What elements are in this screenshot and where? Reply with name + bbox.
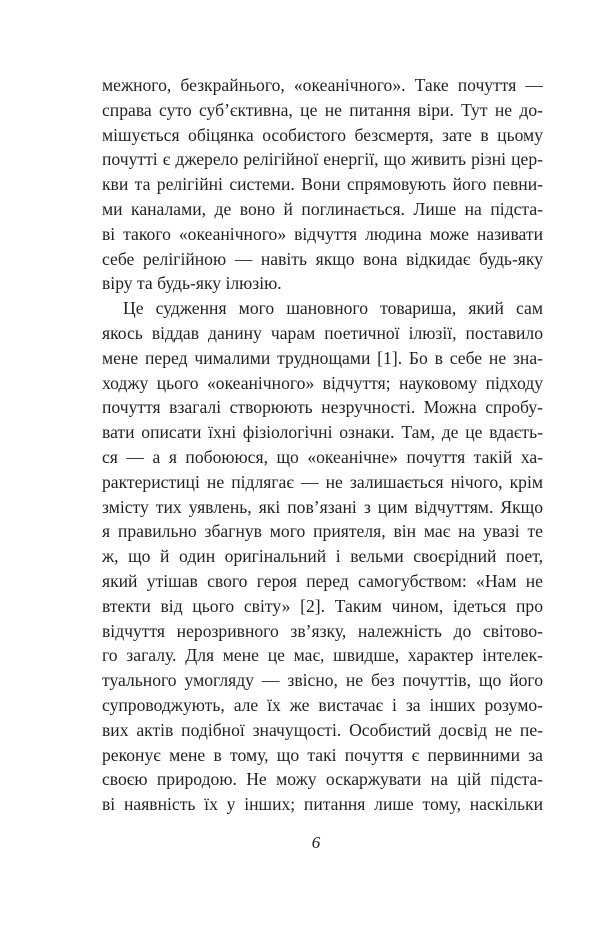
text-line: туального умогляду — звісно, не без почуттів, що його — [102, 670, 543, 691]
text-line: супроводжують, але їх же вистачає і за інших розумо- — [102, 694, 543, 715]
text-line: рактеристиці не підлягає — не залишається нічого, крім — [102, 471, 543, 492]
text-line: вих актів подібної значущості. Особистий досвід не пе- — [102, 719, 543, 740]
text-line: своєю природою. Не можу оскаржувати на цій підста- — [102, 769, 543, 790]
text-line: ми каналами, де воно й поглинається. Лише на підста- — [102, 198, 543, 219]
text-line: змісту тих уявлень, які пов’язані з цим відчуттям. Якщо — [102, 496, 543, 517]
text-line: я правильно збагнув мого приятеля, він має на увазі те — [102, 521, 543, 542]
text-line: справа суто суб’єктивна, це не питання віри. Тут не до- — [102, 99, 543, 120]
text-line: ві такого «океанічного» відчуття людина може називати — [102, 223, 543, 244]
text-line: ж, що й один оригінальний і вельми своєрідний поет, — [102, 546, 543, 567]
text-line: почуття взагалі створюють незручності. Можна спробу- — [102, 397, 543, 418]
text-line: мене перед чималими труднощами [1]. Бо в себе не зна- — [102, 347, 543, 368]
text-line: ві наявність їх у інших; питання лише тому, наскільки — [102, 794, 543, 815]
text-line: себе релігійною — навіть якщо вона відкидає будь-яку — [102, 248, 543, 269]
text-line: реконує мене в тому, що такі почуття є первинними за — [102, 744, 543, 765]
text-line: втекти від цього світу» [2]. Таким чином, ідеться про — [102, 595, 543, 616]
text-line: якось віддав данину чарам поетичної ілюзії, поставило — [102, 322, 543, 343]
paragraph-first-line: Це судження мого шановного товариша, який сам — [123, 298, 543, 319]
text-line: відчуття нерозривного зв’язку, належність до світово- — [102, 620, 543, 641]
text-line: кви та релігійні системи. Вони спрямовують його певни- — [102, 174, 543, 195]
text-line: межного, безкрайнього, «океанічного». Таке почуття — — [102, 75, 543, 95]
text-line: який утішав свого героя перед самогубством: «Нам не — [102, 570, 543, 591]
text-line: вати описати їхні фізіологічні ознаки. Там, де це вдаєть- — [102, 422, 543, 443]
page-number: 6 — [311, 833, 321, 852]
body-text — [102, 73, 543, 817]
text-line: го загалу. Для мене це має, швидше, характер інтелек- — [102, 645, 543, 666]
text-line: віру та будь-яку ілюзію. — [102, 273, 282, 294]
text-line: почутті є джерело релігійної енергії, що живить різні цер- — [102, 149, 543, 170]
text-line: ся — а я побоююся, що «океанічне» почуття такій ха- — [102, 446, 543, 467]
text-line: ходжу цього «океанічного» відчуття; науковому підходу — [102, 372, 543, 393]
text-line: мішується обіцянка особистого безсмертя, зате в цьому — [102, 124, 543, 145]
